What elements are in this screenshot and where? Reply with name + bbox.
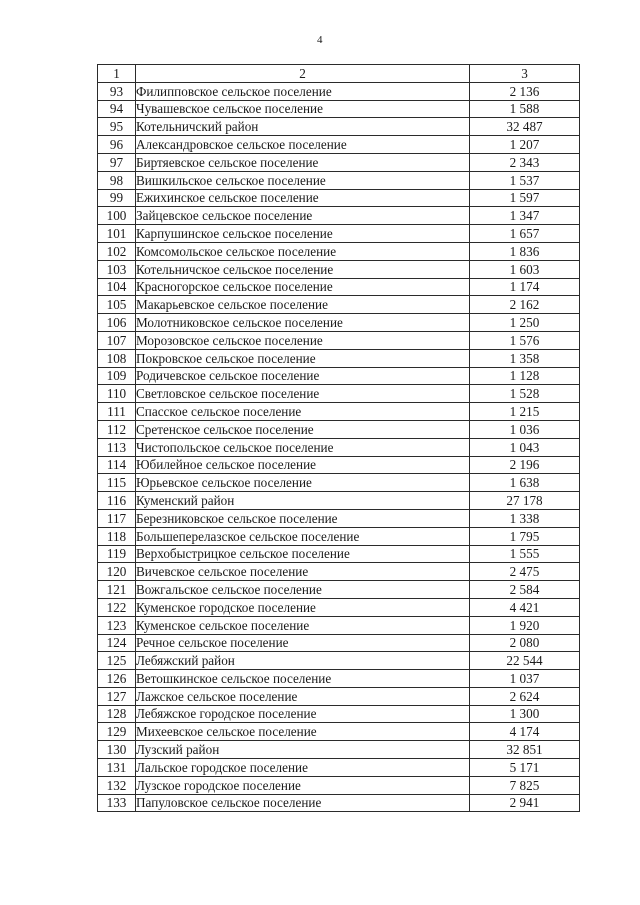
value-cell: 1 603 [470,260,580,278]
municipality-name-cell: Вишкильское сельское поселение [136,171,470,189]
value-cell: 2 162 [470,296,580,314]
table-row [98,296,580,314]
municipality-name-cell: Лальское городское поселение [136,759,470,777]
row-number-cell: 132 [98,776,136,794]
row-number-cell: 106 [98,314,136,332]
row-number-cell: 109 [98,367,136,385]
table-row [98,100,580,118]
value-cell: 22 544 [470,652,580,670]
municipality-name-cell: Филипповское сельское поселение [136,82,470,100]
value-cell: 1 836 [470,242,580,260]
municipality-name-cell: Лузский район [136,741,470,759]
row-number-cell: 100 [98,207,136,225]
row-number-cell: 119 [98,545,136,563]
header-cell-col-1: 1 [98,65,136,83]
table-row [98,438,580,456]
value-cell: 1 338 [470,509,580,527]
row-number-cell: 103 [98,260,136,278]
municipality-name-cell: Лажское сельское поселение [136,687,470,705]
row-number-cell: 101 [98,225,136,243]
row-number-cell: 107 [98,331,136,349]
municipality-name-cell: Спасское сельское поселение [136,403,470,421]
municipality-name-cell: Юбилейное сельское поселение [136,456,470,474]
row-number-cell: 118 [98,527,136,545]
row-number-cell: 133 [98,794,136,812]
table-row [98,171,580,189]
header-row [98,65,580,83]
row-number-cell: 123 [98,616,136,634]
municipality-name-cell: Лебяжское городское поселение [136,705,470,723]
value-cell: 1 555 [470,545,580,563]
row-number-cell: 113 [98,438,136,456]
municipality-name-cell: Куменское сельское поселение [136,616,470,634]
row-number-cell: 125 [98,652,136,670]
municipality-name-cell: Ветошкинское сельское поселение [136,670,470,688]
municipality-name-cell: Родичевское сельское поселение [136,367,470,385]
value-cell: 1 037 [470,670,580,688]
municipality-name-cell: Котельничский район [136,118,470,136]
table-row [98,581,580,599]
data-table [97,64,580,812]
municipality-name-cell: Вичевское сельское поселение [136,563,470,581]
table-row [98,314,580,332]
value-cell: 1 795 [470,527,580,545]
table-row [98,634,580,652]
value-cell: 1 036 [470,420,580,438]
value-cell: 2 941 [470,794,580,812]
table-row [98,563,580,581]
table-row [98,136,580,154]
value-cell: 7 825 [470,776,580,794]
value-cell: 5 171 [470,759,580,777]
table-row [98,242,580,260]
value-cell: 1 300 [470,705,580,723]
row-number-cell: 121 [98,581,136,599]
table-row [98,741,580,759]
table-row [98,492,580,510]
row-number-cell: 130 [98,741,136,759]
table-row [98,189,580,207]
municipality-name-cell: Светловское сельское поселение [136,385,470,403]
municipality-name-cell: Папуловское сельское поселение [136,794,470,812]
table-row [98,616,580,634]
row-number-cell: 94 [98,100,136,118]
value-cell: 32 851 [470,741,580,759]
table-row [98,118,580,136]
table-row [98,403,580,421]
row-number-cell: 117 [98,509,136,527]
value-cell: 2 196 [470,456,580,474]
table-row [98,225,580,243]
table-row [98,456,580,474]
municipality-name-cell: Речное сельское поселение [136,634,470,652]
municipality-name-cell: Большеперелазское сельское поселение [136,527,470,545]
value-cell: 2 080 [470,634,580,652]
table-row [98,794,580,812]
value-cell: 1 358 [470,349,580,367]
table-row [98,420,580,438]
row-number-cell: 111 [98,403,136,421]
table-row [98,759,580,777]
row-number-cell: 128 [98,705,136,723]
municipality-name-cell: Биртяевское сельское поселение [136,153,470,171]
table-row [98,207,580,225]
municipality-name-cell: Карпушинское сельское поселение [136,225,470,243]
table-row [98,723,580,741]
row-number-cell: 120 [98,563,136,581]
value-cell: 1 043 [470,438,580,456]
row-number-cell: 131 [98,759,136,777]
table-row [98,527,580,545]
municipality-name-cell: Куменский район [136,492,470,510]
value-cell: 1 537 [470,171,580,189]
municipality-name-cell: Молотниковское сельское поселение [136,314,470,332]
table-row [98,545,580,563]
value-cell: 1 920 [470,616,580,634]
table-row [98,670,580,688]
row-number-cell: 129 [98,723,136,741]
value-cell: 1 597 [470,189,580,207]
table-row [98,385,580,403]
table-row [98,509,580,527]
value-cell: 1 215 [470,403,580,421]
table-row [98,776,580,794]
table-row [98,687,580,705]
municipality-name-cell: Куменское городское поселение [136,598,470,616]
row-number-cell: 122 [98,598,136,616]
table-row [98,82,580,100]
table-row [98,260,580,278]
value-cell: 2 343 [470,153,580,171]
municipality-name-cell: Покровское сельское поселение [136,349,470,367]
municipality-name-cell: Морозовское сельское поселение [136,331,470,349]
value-cell: 1 174 [470,278,580,296]
value-cell: 2 584 [470,581,580,599]
municipality-name-cell: Красногорское сельское поселение [136,278,470,296]
table-row [98,474,580,492]
header-cell-col-3: 3 [470,65,580,83]
table-row [98,331,580,349]
value-cell: 1 207 [470,136,580,154]
row-number-cell: 110 [98,385,136,403]
value-cell: 1 128 [470,367,580,385]
row-number-cell: 93 [98,82,136,100]
row-number-cell: 104 [98,278,136,296]
municipality-name-cell: Чистопольское сельское поселение [136,438,470,456]
municipality-name-cell: Лузское городское поселение [136,776,470,794]
row-number-cell: 124 [98,634,136,652]
value-cell: 27 178 [470,492,580,510]
municipality-name-cell: Макарьевское сельское поселение [136,296,470,314]
value-cell: 1 347 [470,207,580,225]
value-cell: 1 576 [470,331,580,349]
municipality-name-cell: Котельничское сельское поселение [136,260,470,278]
row-number-cell: 114 [98,456,136,474]
value-cell: 32 487 [470,118,580,136]
table-body [98,82,580,812]
value-cell: 1 250 [470,314,580,332]
value-cell: 1 528 [470,385,580,403]
municipality-name-cell: Юрьевское сельское поселение [136,474,470,492]
value-cell: 4 174 [470,723,580,741]
municipality-name-cell: Вожгальское сельское поселение [136,581,470,599]
row-number-cell: 126 [98,670,136,688]
table-row [98,705,580,723]
municipality-name-cell: Комсомольское сельское поселение [136,242,470,260]
table-row [98,349,580,367]
municipality-name-cell: Михеевское сельское поселение [136,723,470,741]
municipality-name-cell: Лебяжский район [136,652,470,670]
value-cell: 1 588 [470,100,580,118]
row-number-cell: 108 [98,349,136,367]
municipality-name-cell: Чувашевское сельское поселение [136,100,470,118]
row-number-cell: 97 [98,153,136,171]
table-row [98,153,580,171]
row-number-cell: 116 [98,492,136,510]
row-number-cell: 105 [98,296,136,314]
header-cell-col-2: 2 [136,65,470,83]
row-number-cell: 99 [98,189,136,207]
row-number-cell: 95 [98,118,136,136]
table-row [98,652,580,670]
row-number-cell: 112 [98,420,136,438]
municipality-name-cell: Зайцевское сельское поселение [136,207,470,225]
value-cell: 1 657 [470,225,580,243]
municipality-name-cell: Ежихинское сельское поселение [136,189,470,207]
municipality-name-cell: Верхобыстрицкое сельское поселение [136,545,470,563]
value-cell: 1 638 [470,474,580,492]
municipality-name-cell: Березниковское сельское поселение [136,509,470,527]
municipality-name-cell: Александровское сельское поселение [136,136,470,154]
table-row [98,367,580,385]
row-number-cell: 115 [98,474,136,492]
table-row [98,278,580,296]
row-number-cell: 127 [98,687,136,705]
value-cell: 2 136 [470,82,580,100]
value-cell: 2 475 [470,563,580,581]
row-number-cell: 102 [98,242,136,260]
table-row [98,598,580,616]
value-cell: 4 421 [470,598,580,616]
municipality-name-cell: Сретенское сельское поселение [136,420,470,438]
row-number-cell: 96 [98,136,136,154]
row-number-cell: 98 [98,171,136,189]
value-cell: 2 624 [470,687,580,705]
page-number: 4 [317,34,323,46]
